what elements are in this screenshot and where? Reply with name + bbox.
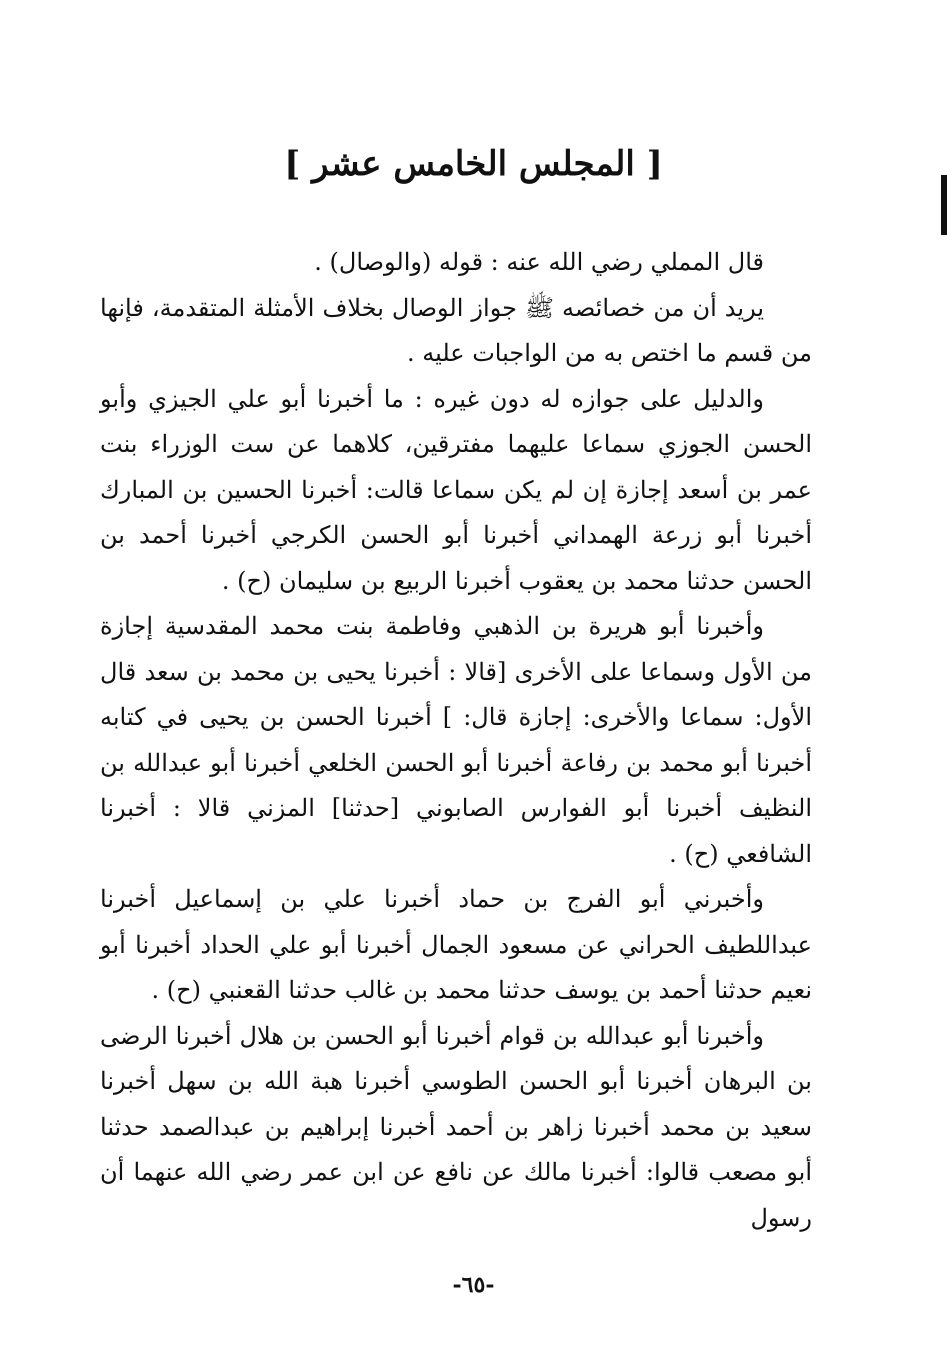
paragraph-5: وأخبرني أبو الفرج بن حماد أخبرنا علي بن إسماعيل أخبرنا عبداللطيف الحراني عن مسعود الجمال أخبرنا أبو علي الحداد أخبرنا أبو نعيم حدثنا أحمد بن يوسف حدثنا محمد بن غالب حدثنا القعنبي (ح) . — [100, 885, 812, 1004]
paragraph-2: يريد أن من خصائصه ﷺ جواز الوصال بخلاف الأمثلة المتقدمة، فإنها من قسم ما اختص به من الواجبات عليه . — [100, 293, 812, 367]
page-number: -٦٥- — [452, 1272, 495, 1298]
paragraph-3: والدليل على جوازه له دون غيره : ما أخبرنا أبو علي الجيزي وأبو الحسن الجوزي سماعا عليهما مفترقين، كلاهما عن ست الوزراء بنت عمر بن أسعد إجازة إن لم يكن سماعا قالت: أخبرنا الحسين بن المبارك أخبرنا أبو زرعة الهمداني أخبرنا أبو الحسن الكرجي أخبرنا أحمد بن الحسن حدثنا محمد بن يعقوب أخبرنا الربيع بن سليمان (ح) . — [100, 384, 813, 595]
page-edge-mark — [941, 175, 947, 235]
paragraph-4: وأخبرنا أبو هريرة بن الذهبي وفاطمة بنت محمد المقدسية إجازة من الأول وسماعا على الأخرى [قالا : أخبرنا يحيى بن محمد بن سعد قال الأول: سماعا والأخرى: إجازة قال: ] أخبرنا الحسن بن يحيى في كتابه أخبرنا أبو محمد بن رفاعة أخبرنا أبو الحسن الخلعي أخبرنا أبو عبدالله بن النظيف أخبرنا أبو الفوارس الصابوني [حدثنا] المزني قالا : أخبرنا الشافعي (ح) . — [100, 612, 812, 868]
paragraph-1: قال المملي رضي الله عنه : قوله (والوصال) . — [314, 248, 764, 276]
body-text — [100, 240, 812, 1241]
chapter-title: [ المجلس الخامس عشر ] — [284, 144, 663, 184]
paragraph-6: وأخبرنا أبو عبدالله بن قوام أخبرنا أبو الحسن بن هلال أخبرنا الرضى بن البرهان أخبرنا أبو الحسن الطوسي أخبرنا هبة الله بن سهل أخبرنا سعيد بن محمد أخبرنا زاهر بن أحمد أخبرنا إبراهيم بن عبدالصمد حدثنا أبو مصعب قالوا: أخبرنا مالك عن نافع عن ابن عمر رضي الله عنهما أن رسول — [100, 1021, 812, 1232]
